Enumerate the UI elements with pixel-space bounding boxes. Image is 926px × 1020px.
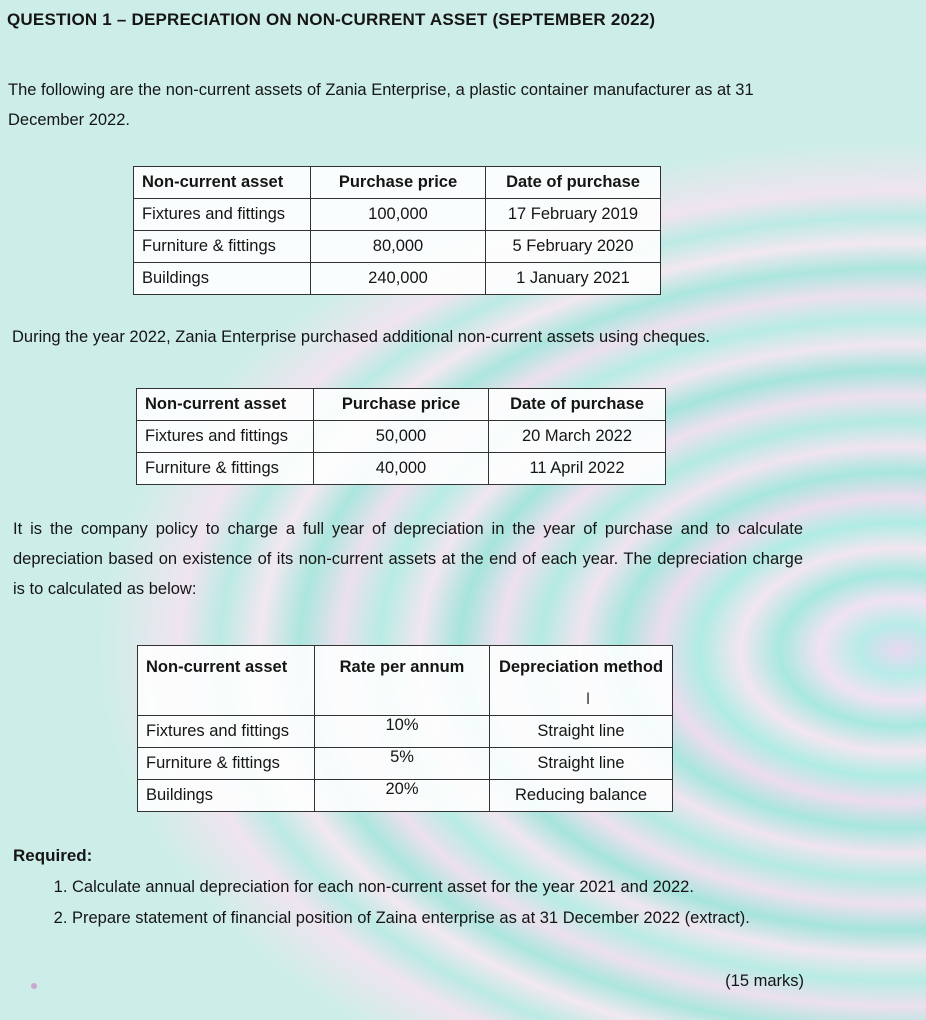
- date-cell: 5 February 2020: [486, 231, 661, 263]
- table-row: [138, 716, 673, 748]
- header-cell: Purchase price: [311, 167, 486, 199]
- method-cell: Reducing balance: [490, 780, 673, 812]
- method-cell: Straight line: [490, 748, 673, 780]
- table-row: [138, 748, 673, 780]
- price-cell: 80,000: [311, 231, 486, 263]
- asset-cell: Furniture & fittings: [138, 748, 315, 780]
- question-list: [42, 872, 812, 934]
- table-row: [137, 421, 666, 453]
- required-heading: Required:: [13, 846, 93, 865]
- depreciation-policy-table: [137, 645, 673, 812]
- asset-cell: Furniture & fittings: [137, 453, 314, 485]
- header-cell: Date of purchase: [486, 167, 661, 199]
- header-cell: Date of purchase: [489, 389, 666, 421]
- asset-cell: Fixtures and fittings: [137, 421, 314, 453]
- table-row: [134, 263, 661, 295]
- header-cell: [490, 646, 673, 716]
- asset-cell: Buildings: [134, 263, 311, 295]
- table-row: [134, 199, 661, 231]
- rate-cell: 5%: [315, 748, 490, 780]
- policy-paragraph: It is the company policy to charge a full year of depreciation in the year of purchase and to calculate depreciation based on existence of its non-current assets at the end of each year. The depreciation charge is to calculated as below:: [13, 520, 803, 598]
- date-cell: 20 March 2022: [489, 421, 666, 453]
- method-cell: Straight line: [490, 716, 673, 748]
- table-row: [137, 453, 666, 485]
- list-item: 2. Prepare statement of financial position of Zaina enterprise as at 31 December 2022 (extract).: [72, 903, 812, 934]
- question-title: QUESTION 1 – DEPRECIATION ON NON-CURRENT ASSET (SEPTEMBER 2022): [7, 10, 656, 29]
- table-header-row: [134, 167, 661, 199]
- list-item: 1. Calculate annual depreciation for each non-current asset for the year 2021 and 2022.: [72, 872, 812, 903]
- asset-cell: Furniture & fittings: [134, 231, 311, 263]
- table-row: [134, 231, 661, 263]
- price-cell: 100,000: [311, 199, 486, 231]
- header-text: Depreciation method: [498, 658, 664, 676]
- rate-cell: 10%: [315, 716, 490, 748]
- bullet-dot-icon: [31, 983, 37, 989]
- additional-assets-table: [136, 388, 666, 485]
- price-cell: 50,000: [314, 421, 489, 453]
- marks-label: (15 marks): [725, 972, 804, 990]
- rate-cell: 20%: [315, 780, 490, 812]
- price-cell: 40,000: [314, 453, 489, 485]
- header-cell: Rate per annum: [315, 646, 490, 716]
- asset-cell: Fixtures and fittings: [138, 716, 315, 748]
- existing-assets-table: [133, 166, 661, 295]
- table-row: [138, 780, 673, 812]
- date-cell: 11 April 2022: [489, 453, 666, 485]
- header-cell: Non-current asset: [134, 167, 311, 199]
- date-cell: 17 February 2019: [486, 199, 661, 231]
- table-header-row: [137, 389, 666, 421]
- table-header-row: [138, 646, 673, 716]
- text-cursor-icon: I: [585, 690, 591, 708]
- asset-cell: Buildings: [138, 780, 315, 812]
- asset-cell: Fixtures and fittings: [134, 199, 311, 231]
- date-cell: 1 January 2021: [486, 263, 661, 295]
- price-cell: 240,000: [311, 263, 486, 295]
- header-cell: Non-current asset: [137, 389, 314, 421]
- intro-paragraph: The following are the non-current assets of Zania Enterprise, a plastic container manufacturer as at 31 December 2022.: [8, 81, 754, 129]
- header-cell: Purchase price: [314, 389, 489, 421]
- header-cell: Non-current asset: [138, 646, 315, 716]
- additional-purchases-paragraph: During the year 2022, Zania Enterprise purchased additional non-current assets using cheques.: [12, 328, 711, 346]
